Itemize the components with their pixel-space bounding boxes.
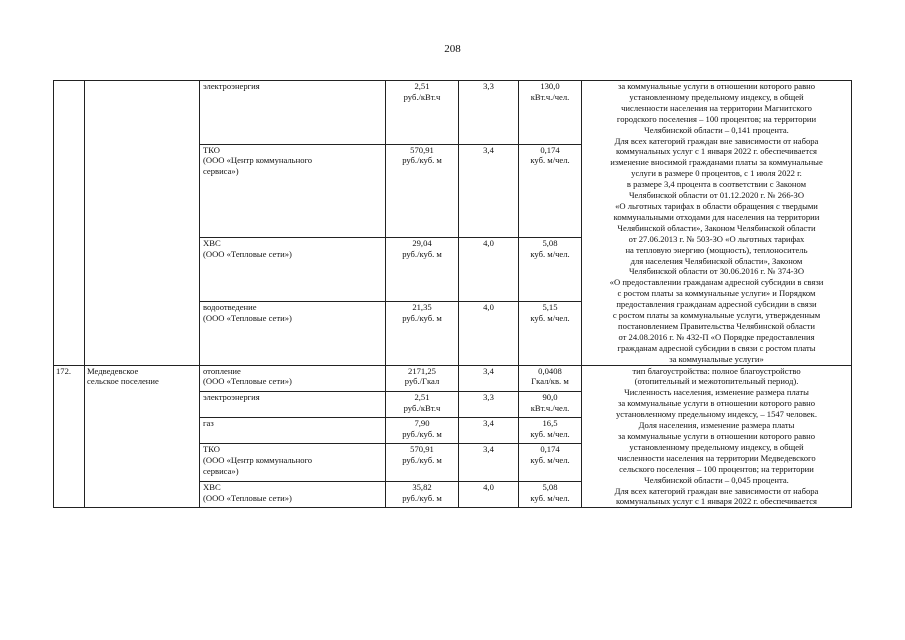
service-name-line: (ООО «Тепловые сети») <box>203 249 292 260</box>
percent-value: 3,3 <box>459 391 519 417</box>
service-name <box>200 482 386 508</box>
description-text-line: установленному предельному индексу, – 1547 человек. <box>616 409 817 420</box>
tariff-value <box>386 443 459 482</box>
consumption-norm <box>519 144 582 238</box>
service-name-line: (ООО «Центр коммунального <box>203 454 313 465</box>
consumption-norm-line: куб. м/чел. <box>530 454 570 465</box>
consumption-norm-line: куб. м/чел. <box>530 249 570 260</box>
tariff-value <box>386 417 459 443</box>
consumption-norm <box>519 482 582 508</box>
description-text-line: Численность населения, изменение размера платы <box>624 387 809 398</box>
service-name-line: (ООО «Тепловые сети») <box>203 493 292 504</box>
tariff-value <box>386 482 459 508</box>
description-text-line: установленному предельному индексу, в общей <box>629 91 804 102</box>
service-name-line: электроэнергия <box>203 391 260 402</box>
page-number: 208 <box>444 43 461 55</box>
description-text-line: Челябинской области от 01.12.2020 г. № 266-ЗО <box>628 190 805 201</box>
description-text-line: с ростом платы за коммунальные услуги» и Порядком <box>617 288 816 299</box>
table-row <box>54 81 852 145</box>
description-text-line: в размере 3,4 процента в соответствии с Законом <box>626 179 807 190</box>
consumption-norm-line: 0,174 <box>540 443 560 454</box>
consumption-norm-line: кВт.ч./чел. <box>530 402 570 413</box>
description-text <box>582 365 852 508</box>
service-name-line: сервиса») <box>203 465 239 476</box>
percent-value: 3,3 <box>459 81 519 145</box>
service-name <box>200 144 386 238</box>
consumption-norm-line: 0,0408 <box>538 365 562 376</box>
description-text-line: тип благоустройства: полное благоустройство <box>632 365 801 376</box>
consumption-norm <box>519 301 582 365</box>
tariff-value-line: руб./куб. м <box>402 428 442 439</box>
description-text-line: Челябинской области – 0,045 процента. <box>644 474 789 485</box>
service-name-line: ТКО <box>203 443 220 454</box>
percent-value: 3,4 <box>459 417 519 443</box>
consumption-norm-line: 5,15 <box>542 301 558 312</box>
tariff-value-line: 35,82 <box>412 482 432 493</box>
description-text-line: сельского поселения – 100 процентов; на территории <box>619 463 814 474</box>
tariff-value-line: 2,51 <box>414 391 430 402</box>
table-row <box>54 365 852 391</box>
description-text-line: за коммунальные услуги» <box>669 353 764 364</box>
service-name <box>200 238 386 302</box>
description-text-line: численности населения на территории Магнитского <box>621 102 812 113</box>
tariff-value <box>386 391 459 417</box>
consumption-norm-line: куб. м/чел. <box>530 428 570 439</box>
consumption-norm <box>519 391 582 417</box>
description-text-line: с ростом платы за коммунальные услуги, утвержденным <box>612 310 821 321</box>
consumption-norm-line: 90,0 <box>542 391 558 402</box>
description-text-line: за коммунальные услуги в отношении которого равно <box>617 81 816 91</box>
service-name <box>200 443 386 482</box>
tariff-value-line: 2171,25 <box>408 365 436 376</box>
settlement-name-line: сельское поселение <box>87 376 159 387</box>
service-name-line: ТКО <box>203 144 220 155</box>
description-text-line: от 27.06.2013 г. № 503-ЗО «О льготных тарифах <box>628 233 805 244</box>
consumption-norm <box>519 417 582 443</box>
service-name-line: сервиса») <box>203 166 239 177</box>
service-name-line: ХВС <box>203 238 221 249</box>
description-text-line: Для всех категорий граждан вне зависимости от набора <box>614 135 819 146</box>
service-name <box>200 391 386 417</box>
settlement-name-line: Медведевское <box>87 365 139 376</box>
tariff-value-line: 2,51 <box>414 81 430 91</box>
tariff-value-line: руб./кВт.ч <box>403 402 441 413</box>
description-text-line: коммунальных услуг с 1 января 2022 г. обеспечивается <box>616 146 817 157</box>
tariff-value-line: руб./кВт.ч <box>403 91 441 102</box>
row-number <box>54 81 85 366</box>
tariff-table <box>53 80 852 508</box>
service-name <box>200 81 386 145</box>
description-text-line: Челябинской области от 30.06.2016 г. № 374-ЗО <box>628 266 805 277</box>
description-text-line: за коммунальные услуги в отношении которого равно <box>617 398 816 409</box>
row-number: 172. <box>54 365 85 508</box>
consumption-norm-line: кВт.ч./чел. <box>530 91 570 102</box>
percent-value: 4,0 <box>459 482 519 508</box>
tariff-value <box>386 301 459 365</box>
description-text-line: Доля населения, изменение размера платы <box>638 420 795 431</box>
percent-value: 4,0 <box>459 301 519 365</box>
tariff-value-line: руб./куб. м <box>402 493 442 504</box>
description-text-line: коммунальных услуг с 1 января 2022 г. обеспечивается <box>616 496 817 507</box>
description-text-line: от 24.08.2016 г. № 432-П «О Порядке предоставления <box>618 331 815 342</box>
tariff-value-line: руб./куб. м <box>402 155 442 166</box>
consumption-norm-line: Гкал/кв. м <box>531 376 569 387</box>
settlement-name <box>85 365 200 508</box>
service-name-line: (ООО «Центр коммунального <box>203 155 313 166</box>
service-name <box>200 365 386 391</box>
description-text-line: Для всех категорий граждан вне зависимости от набора <box>614 485 819 496</box>
service-name-line: отопление <box>203 365 241 376</box>
tariff-value-line: руб./Гкал <box>404 376 440 387</box>
tariff-value-line: 570,91 <box>410 144 434 155</box>
tariff-value-line: 21,35 <box>412 301 432 312</box>
description-text-line: установленному предельному индексу, в общей <box>629 441 804 452</box>
percent-value: 3,4 <box>459 365 519 391</box>
service-name-line: водоотведение <box>203 301 257 312</box>
settlement-name <box>85 81 200 366</box>
tariff-value-line: руб./куб. м <box>402 454 442 465</box>
description-text-line: за коммунальные услуги в отношении которого равно <box>617 431 816 441</box>
service-name-line: (ООО «Тепловые сети») <box>203 376 292 387</box>
consumption-norm-line: 5,08 <box>542 238 558 249</box>
tariff-value <box>386 365 459 391</box>
service-name-line: (ООО «Тепловые сети») <box>203 312 292 323</box>
description-text-line: услуги в размере 0 процентов, с 1 июля 2022 г. <box>631 168 802 179</box>
consumption-norm-line: 5,08 <box>542 482 558 493</box>
description-text-line: гражданам адресной субсидии в связи с ростом платы <box>617 342 816 353</box>
service-name-line: электроэнергия <box>203 81 260 91</box>
percent-value: 3,4 <box>459 443 519 482</box>
consumption-norm <box>519 443 582 482</box>
tariff-value <box>386 144 459 238</box>
consumption-norm <box>519 238 582 302</box>
tariff-value-line: руб./куб. м <box>402 249 442 260</box>
description-text-line: для населения Челябинской области», Законом <box>630 255 803 266</box>
description-text-line: городского поселения – 100 процентов; на территории <box>616 113 817 124</box>
description-text-line: изменение вносимой гражданами платы за коммунальные <box>610 157 823 168</box>
description-text-line: (отопительный и межотопительный период). <box>634 376 799 387</box>
consumption-norm <box>519 81 582 145</box>
consumption-norm <box>519 365 582 391</box>
consumption-norm-line: 16,5 <box>542 417 558 428</box>
tariff-value-line: руб./куб. м <box>402 312 442 323</box>
description-text-line: на тепловую энергию (мощность), теплоноситель <box>625 244 808 255</box>
tariff-value <box>386 81 459 145</box>
consumption-norm-line: 0,174 <box>540 144 560 155</box>
percent-value: 3,4 <box>459 144 519 238</box>
description-text-line: численности населения на территории Медведевского <box>617 452 816 463</box>
description-text-line: постановлением Правительства Челябинской области <box>618 320 815 331</box>
percent-value: 4,0 <box>459 238 519 302</box>
service-name <box>200 417 386 443</box>
tariff-value <box>386 238 459 302</box>
service-name <box>200 301 386 365</box>
service-name-line: газ <box>203 417 214 428</box>
service-name-line: ХВС <box>203 482 221 493</box>
consumption-norm-line: куб. м/чел. <box>530 312 570 323</box>
description-text-line: коммунальными отходами для населения на территории <box>613 211 820 222</box>
description-text-line: «О предоставлении гражданам адресной субсидии в связи <box>609 277 824 288</box>
description-text-line: Челябинской области», Законом Челябинской области <box>617 222 816 233</box>
consumption-norm-line: куб. м/чел. <box>530 155 570 166</box>
tariff-value-line: 29,04 <box>412 238 432 249</box>
tariff-value-line: 570,91 <box>410 443 434 454</box>
consumption-norm-line: 130,0 <box>540 81 560 91</box>
description-text-line: «О льготных тарифах в области обращения с твердыми <box>615 200 818 211</box>
description-text <box>582 81 852 366</box>
description-text-line: Челябинской области – 0,141 процента. <box>644 124 789 135</box>
consumption-norm-line: куб. м/чел. <box>530 493 570 504</box>
tariff-value-line: 7,90 <box>414 417 430 428</box>
description-text-line: предоставления гражданам адресной субсидии в связи <box>616 299 817 310</box>
